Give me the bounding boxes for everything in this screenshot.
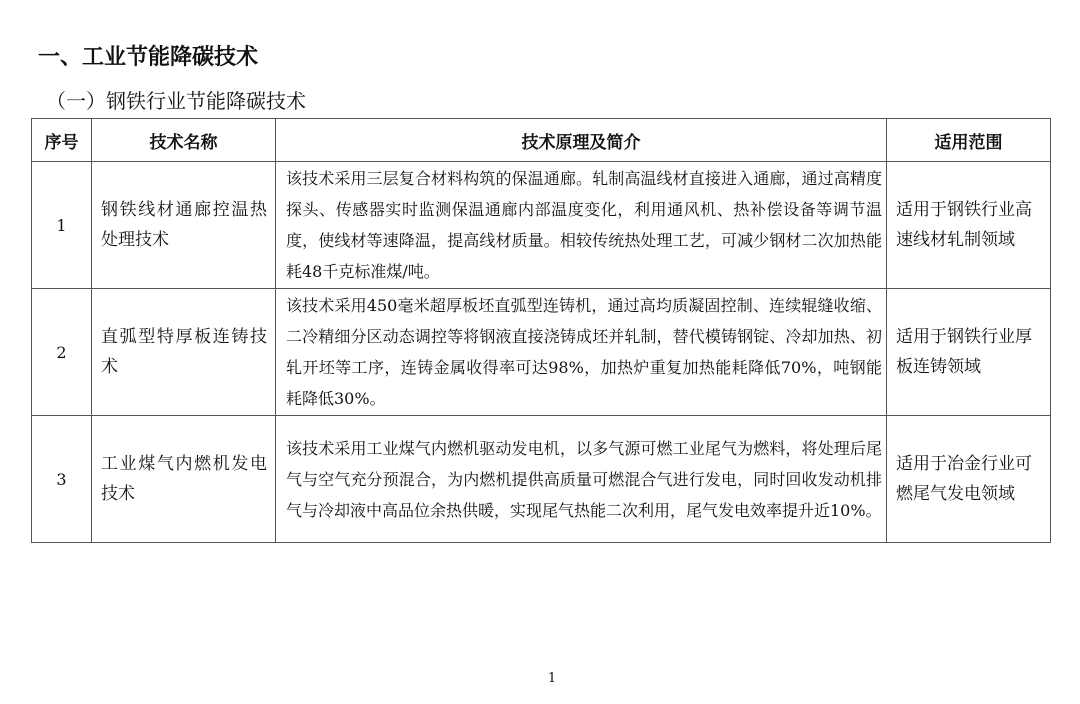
row-scope: 适用于钢铁行业高速线材轧制领域 [887, 162, 1051, 289]
header-seq: 序号 [32, 119, 92, 162]
page-number: 1 [547, 671, 557, 686]
row-scope: 适用于钢铁行业厚板连铸领域 [887, 289, 1051, 416]
row-seq: 3 [32, 416, 92, 543]
row-seq: 1 [32, 162, 92, 289]
row-tech-name: 钢铁线材通廊控温热处理技术 [92, 162, 276, 289]
technology-table [31, 118, 1051, 543]
table-header-row [32, 119, 1051, 162]
section-heading: 一、工业节能降碳技术 [38, 45, 259, 70]
table-row [32, 416, 1051, 543]
row-principle: 该技术采用三层复合材料构筑的保温通廊。轧制高温线材直接进入通廊，通过高精度探头、传感器实时监测保温通廊内部温度变化，利用通风机、热补偿设备等调节温度，使线材等速降温，提高线材质量。相较传统热处理工艺，可减少钢材二次加热能耗48千克标准煤/吨。 [276, 162, 887, 289]
header-scope: 适用范围 [887, 119, 1051, 162]
row-tech-name: 直弧型特厚板连铸技术 [92, 289, 276, 416]
row-principle: 该技术采用工业煤气内燃机驱动发电机，以多气源可燃工业尾气为燃料，将处理后尾气与空气充分预混合，为内燃机提供高质量可燃混合气进行发电，同时回收发动机排气与冷却液中高品位余热供暖，实现尾气热能二次利用，尾气发电效率提升近10%。 [276, 416, 887, 543]
row-tech-name: 工业煤气内燃机发电技术 [92, 416, 276, 543]
table-row [32, 289, 1051, 416]
subsection-heading: （一）钢铁行业节能降碳技术 [46, 89, 306, 113]
header-principle: 技术原理及简介 [276, 119, 887, 162]
row-scope: 适用于冶金行业可燃尾气发电领域 [887, 416, 1051, 543]
table-row [32, 162, 1051, 289]
row-principle: 该技术采用450毫米超厚板坯直弧型连铸机，通过高均质凝固控制、连续辊缝收缩、二冷精细分区动态调控等将钢液直接浇铸成坯并轧制，替代模铸钢锭、冷却加热、初轧开坯等工序，连铸金属收得率可达98%，加热炉重复加热能耗降低70%，吨钢能耗降低30%。 [276, 289, 887, 416]
row-seq: 2 [32, 289, 92, 416]
header-name: 技术名称 [92, 119, 276, 162]
